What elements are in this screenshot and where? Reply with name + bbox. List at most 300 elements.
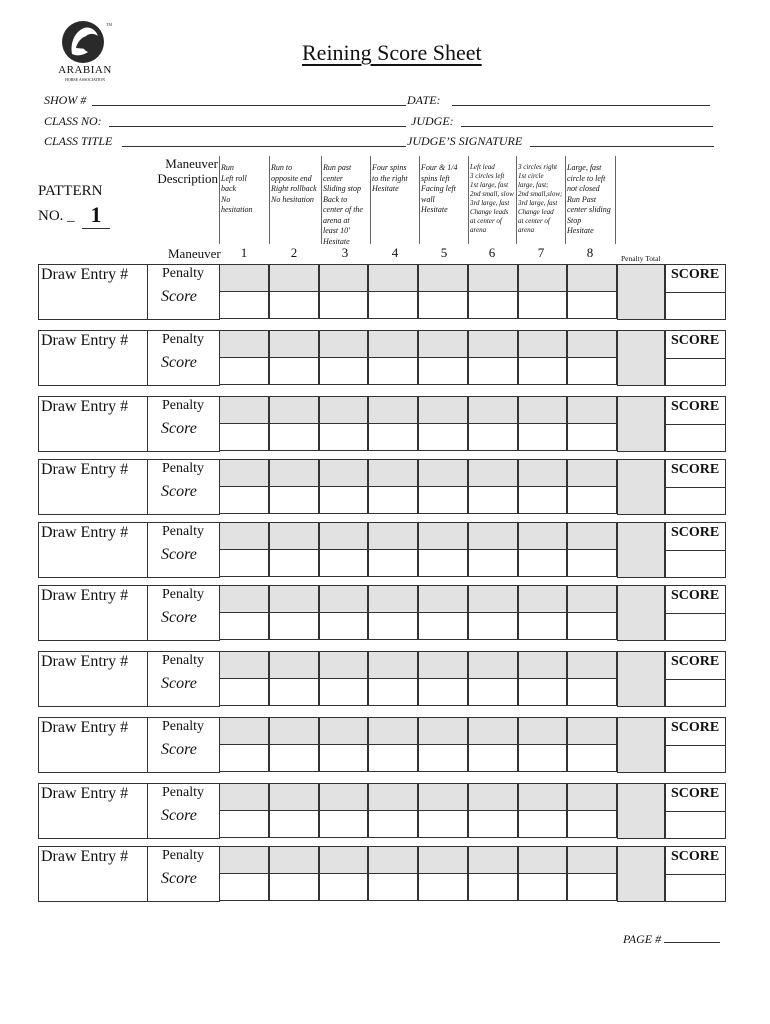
penalty-label: Penalty xyxy=(162,653,204,668)
penalty-total-cell[interactable] xyxy=(617,330,665,386)
penalty-cell[interactable] xyxy=(418,651,468,679)
penalty-cell[interactable] xyxy=(368,459,418,487)
draw-entry-box[interactable] xyxy=(38,783,148,839)
row-labels xyxy=(148,396,220,452)
score-cell[interactable] xyxy=(418,357,468,385)
score-cell[interactable] xyxy=(418,744,468,772)
score-cell[interactable] xyxy=(219,549,269,577)
score-total-label: SCORE xyxy=(671,720,720,735)
page-title: Reining Score Sheet xyxy=(302,40,482,65)
penalty-cell[interactable] xyxy=(518,330,568,358)
score-cell[interactable] xyxy=(368,678,418,706)
penalty-cell[interactable] xyxy=(468,585,518,613)
penalty-cell[interactable] xyxy=(219,522,269,550)
maneuver-grid xyxy=(220,459,618,515)
penalty-label: Penalty xyxy=(162,848,204,863)
penalty-cell[interactable] xyxy=(468,783,518,811)
score-cell[interactable] xyxy=(468,291,518,319)
score-cell[interactable] xyxy=(468,612,518,640)
penalty-cell[interactable] xyxy=(219,396,269,424)
logo-wordmark: ARABIAN xyxy=(58,64,112,76)
score-cell[interactable] xyxy=(269,357,319,385)
penalty-cell[interactable] xyxy=(219,846,269,874)
pattern-no-label: NO. _ xyxy=(38,208,75,224)
penalty-cell[interactable] xyxy=(468,651,518,679)
penalty-label: Penalty xyxy=(162,587,204,602)
maneuver-2-description: Run to opposite end Right rollback No hesitation xyxy=(271,163,317,204)
draw-entry-box[interactable] xyxy=(38,522,148,578)
penalty-cell[interactable] xyxy=(567,651,617,679)
score-cell[interactable] xyxy=(219,810,269,838)
svg-text:TM: TM xyxy=(106,22,112,27)
score-cell[interactable] xyxy=(418,810,468,838)
penalty-cell[interactable] xyxy=(368,651,418,679)
score-cell[interactable] xyxy=(319,549,369,577)
score-label: Score xyxy=(161,741,197,758)
penalty-cell[interactable] xyxy=(567,585,617,613)
entry-row xyxy=(38,264,726,320)
maneuver-number: 4 xyxy=(391,245,399,260)
score-cell[interactable] xyxy=(368,873,418,901)
draw-entry-box[interactable] xyxy=(38,717,148,773)
score-cell[interactable] xyxy=(219,678,269,706)
penalty-cell[interactable] xyxy=(368,330,418,358)
draw-label: Draw xyxy=(41,266,77,283)
total-score-box xyxy=(665,651,726,707)
total-score-cell[interactable] xyxy=(666,613,725,641)
entry-row xyxy=(38,651,726,707)
total-score-box xyxy=(665,717,726,773)
penalty-cell[interactable] xyxy=(567,522,617,550)
penalty-cell[interactable] xyxy=(368,783,418,811)
entry-row xyxy=(38,585,726,641)
score-cell[interactable] xyxy=(418,678,468,706)
penalty-cell[interactable] xyxy=(269,651,319,679)
score-cell[interactable] xyxy=(368,423,418,451)
total-score-box xyxy=(665,783,726,839)
penalty-cell[interactable] xyxy=(368,585,418,613)
maneuver-label: Maneuver xyxy=(168,246,221,261)
draw-entry-box[interactable] xyxy=(38,651,148,707)
score-cell[interactable] xyxy=(219,423,269,451)
entry-row xyxy=(38,717,726,773)
maneuver-grid xyxy=(220,396,618,452)
maneuver-description-label: Maneuver Description xyxy=(157,156,218,186)
penalty-cell[interactable] xyxy=(418,783,468,811)
penalty-label: Penalty xyxy=(162,332,204,347)
score-cell[interactable] xyxy=(269,291,319,319)
penalty-cell[interactable] xyxy=(219,264,269,292)
penalty-total-cell[interactable] xyxy=(617,717,665,773)
score-cell[interactable] xyxy=(319,357,369,385)
penalty-cell[interactable] xyxy=(219,651,269,679)
penalty-cell[interactable] xyxy=(219,717,269,745)
penalty-cell[interactable] xyxy=(319,396,369,424)
score-cell[interactable] xyxy=(418,873,468,901)
total-score-box xyxy=(665,585,726,641)
row-labels xyxy=(148,330,220,386)
total-score-cell[interactable] xyxy=(666,745,725,773)
score-label: Score xyxy=(161,870,197,887)
penalty-cell[interactable] xyxy=(468,264,518,292)
penalty-cell[interactable] xyxy=(518,459,568,487)
logo-subtitle: HORSE ASSOCIATION xyxy=(64,77,106,82)
maneuver-grid xyxy=(220,651,618,707)
penalty-cell[interactable] xyxy=(219,330,269,358)
pattern-label: PATTERN xyxy=(38,183,103,199)
score-cell[interactable] xyxy=(518,873,568,901)
draw-entry-box[interactable] xyxy=(38,396,148,452)
penalty-cell[interactable] xyxy=(518,651,568,679)
score-cell[interactable] xyxy=(518,423,568,451)
penalty-cell[interactable] xyxy=(418,522,468,550)
penalty-cell[interactable] xyxy=(518,585,568,613)
score-label: Score xyxy=(161,483,197,500)
penalty-label: Penalty xyxy=(162,461,204,476)
score-cell[interactable] xyxy=(368,549,418,577)
score-total-label: SCORE xyxy=(671,399,720,414)
score-cell[interactable] xyxy=(319,423,369,451)
column-divider xyxy=(219,156,220,244)
score-total-label: SCORE xyxy=(671,333,720,348)
judge-signature-label: JUDGE’S SIGNATURE xyxy=(407,134,523,148)
score-cell[interactable] xyxy=(368,486,418,514)
entry-row xyxy=(38,783,726,839)
score-cell[interactable] xyxy=(418,486,468,514)
draw-label: Draw xyxy=(41,461,77,478)
penalty-cell[interactable] xyxy=(319,717,369,745)
row-labels xyxy=(148,846,220,902)
penalty-cell[interactable] xyxy=(269,396,319,424)
maneuver-number: 3 xyxy=(341,245,349,260)
judge-field[interactable] xyxy=(461,126,713,127)
penalty-total-cell[interactable] xyxy=(617,846,665,902)
penalty-total-label: Penalty Total xyxy=(621,254,661,263)
draw-label: Draw xyxy=(41,332,77,349)
penalty-cell[interactable] xyxy=(319,585,369,613)
draw-entry-box[interactable] xyxy=(38,330,148,386)
score-cell[interactable] xyxy=(269,423,319,451)
score-cell[interactable] xyxy=(319,873,369,901)
penalty-cell[interactable] xyxy=(567,783,617,811)
score-cell[interactable] xyxy=(468,810,518,838)
penalty-label: Penalty xyxy=(162,524,204,539)
score-cell[interactable] xyxy=(567,873,617,901)
penalty-cell[interactable] xyxy=(418,396,468,424)
maneuver-number: 8 xyxy=(586,245,594,260)
column-divider xyxy=(468,156,469,244)
score-cell[interactable] xyxy=(368,357,418,385)
penalty-cell[interactable] xyxy=(269,846,319,874)
total-score-cell[interactable] xyxy=(666,358,725,386)
total-score-box xyxy=(665,522,726,578)
score-total-label: SCORE xyxy=(671,786,720,801)
penalty-cell[interactable] xyxy=(219,459,269,487)
entry-row xyxy=(38,522,726,578)
score-cell[interactable] xyxy=(219,612,269,640)
class-title-field[interactable] xyxy=(122,146,406,147)
score-cell[interactable] xyxy=(567,486,617,514)
score-label: Score xyxy=(161,546,197,563)
score-cell[interactable] xyxy=(567,291,617,319)
penalty-cell[interactable] xyxy=(368,396,418,424)
score-label: Score xyxy=(161,609,197,626)
score-cell[interactable] xyxy=(518,486,568,514)
penalty-cell[interactable] xyxy=(319,651,369,679)
penalty-total-cell[interactable] xyxy=(617,522,665,578)
score-cell[interactable] xyxy=(518,357,568,385)
score-cell[interactable] xyxy=(219,486,269,514)
penalty-cell[interactable] xyxy=(567,459,617,487)
score-label: Score xyxy=(161,288,197,305)
page-number-label: PAGE # xyxy=(623,932,720,947)
score-cell[interactable] xyxy=(219,873,269,901)
total-score-box xyxy=(665,330,726,386)
score-label: Score xyxy=(161,420,197,437)
score-cell[interactable] xyxy=(368,612,418,640)
draw-label: Draw xyxy=(41,524,77,541)
score-total-label: SCORE xyxy=(671,462,720,477)
score-cell[interactable] xyxy=(319,678,369,706)
row-labels xyxy=(148,585,220,641)
penalty-total-cell[interactable] xyxy=(617,651,665,707)
score-cell[interactable] xyxy=(269,873,319,901)
score-total-label: SCORE xyxy=(671,588,720,603)
penalty-cell[interactable] xyxy=(468,396,518,424)
score-cell[interactable] xyxy=(518,678,568,706)
total-score-cell[interactable] xyxy=(666,424,725,452)
entry-row xyxy=(38,330,726,386)
total-score-box xyxy=(665,396,726,452)
row-labels xyxy=(148,651,220,707)
penalty-cell[interactable] xyxy=(468,459,518,487)
score-cell[interactable] xyxy=(518,549,568,577)
maneuver-grid xyxy=(220,717,618,773)
penalty-cell[interactable] xyxy=(368,522,418,550)
entry-number-label: Entry # xyxy=(80,524,129,541)
draw-entry-box[interactable] xyxy=(38,264,148,320)
entry-row xyxy=(38,459,726,515)
penalty-label: Penalty xyxy=(162,785,204,800)
date-field[interactable] xyxy=(452,105,710,106)
penalty-cell[interactable] xyxy=(468,522,518,550)
total-score-cell[interactable] xyxy=(666,487,725,515)
penalty-cell[interactable] xyxy=(518,783,568,811)
penalty-cell[interactable] xyxy=(567,330,617,358)
score-cell[interactable] xyxy=(368,291,418,319)
draw-label: Draw xyxy=(41,719,77,736)
maneuver-grid xyxy=(220,585,618,641)
draw-label: Draw xyxy=(41,587,77,604)
score-total-label: SCORE xyxy=(671,267,720,282)
maneuver-5-description: Four & 1/4 spins left Facing left wall Hesitate xyxy=(421,163,458,214)
score-cell[interactable] xyxy=(418,549,468,577)
score-cell[interactable] xyxy=(319,612,369,640)
penalty-cell[interactable] xyxy=(418,330,468,358)
column-divider xyxy=(565,156,566,244)
maneuver-3-description: Run past center Sliding stop Back to center of the arena at least 10' Hesitate xyxy=(323,163,363,246)
penalty-total-cell[interactable] xyxy=(617,459,665,515)
row-labels xyxy=(148,783,220,839)
penalty-cell[interactable] xyxy=(518,846,568,874)
entry-number-label: Entry # xyxy=(80,587,129,604)
entry-row xyxy=(38,846,726,902)
total-score-box xyxy=(665,459,726,515)
score-cell[interactable] xyxy=(468,873,518,901)
class-no-field[interactable] xyxy=(109,126,406,127)
total-score-cell[interactable] xyxy=(666,811,725,839)
penalty-cell[interactable] xyxy=(518,522,568,550)
score-cell[interactable] xyxy=(319,744,369,772)
score-cell[interactable] xyxy=(518,744,568,772)
class-no-label: CLASS NO: xyxy=(44,114,102,128)
penalty-cell[interactable] xyxy=(269,717,319,745)
penalty-cell[interactable] xyxy=(468,330,518,358)
entry-number-label: Entry # xyxy=(80,719,129,736)
penalty-cell[interactable] xyxy=(418,585,468,613)
penalty-cell[interactable] xyxy=(518,717,568,745)
score-label: Score xyxy=(161,807,197,824)
maneuver-6-description: Left lead 3 circles left 1st large, fast 2nd small, slow 3rd large, fast Change leads at center of arena xyxy=(470,163,514,234)
score-cell[interactable] xyxy=(567,549,617,577)
score-cell[interactable] xyxy=(567,810,617,838)
entry-number-label: Entry # xyxy=(80,653,129,670)
score-cell[interactable] xyxy=(269,549,319,577)
penalty-cell[interactable] xyxy=(518,264,568,292)
score-cell[interactable] xyxy=(269,612,319,640)
penalty-cell[interactable] xyxy=(368,846,418,874)
penalty-cell[interactable] xyxy=(319,846,369,874)
score-cell[interactable] xyxy=(468,678,518,706)
score-cell[interactable] xyxy=(518,810,568,838)
maneuver-number: 1 xyxy=(240,245,248,260)
column-divider xyxy=(370,156,371,244)
score-cell[interactable] xyxy=(468,744,518,772)
score-cell[interactable] xyxy=(319,486,369,514)
score-cell[interactable] xyxy=(418,423,468,451)
score-cell[interactable] xyxy=(567,423,617,451)
judge-signature-field[interactable] xyxy=(530,146,714,147)
total-score-cell[interactable] xyxy=(666,874,725,902)
maneuver-1-description: Run Left roll back No hesitation xyxy=(221,163,253,214)
penalty-cell[interactable] xyxy=(269,783,319,811)
score-total-label: SCORE xyxy=(671,654,720,669)
score-cell[interactable] xyxy=(468,357,518,385)
penalty-cell[interactable] xyxy=(468,717,518,745)
penalty-cell[interactable] xyxy=(269,264,319,292)
draw-entry-box[interactable] xyxy=(38,585,148,641)
score-cell[interactable] xyxy=(468,549,518,577)
penalty-cell[interactable] xyxy=(269,585,319,613)
score-cell[interactable] xyxy=(418,291,468,319)
class-title-label: CLASS TITLE xyxy=(44,134,113,148)
score-cell[interactable] xyxy=(269,810,319,838)
score-cell[interactable] xyxy=(368,744,418,772)
penalty-cell[interactable] xyxy=(269,330,319,358)
score-cell[interactable] xyxy=(418,612,468,640)
score-cell[interactable] xyxy=(518,291,568,319)
total-score-cell[interactable] xyxy=(666,292,725,320)
score-cell[interactable] xyxy=(567,678,617,706)
penalty-cell[interactable] xyxy=(518,396,568,424)
total-score-box xyxy=(665,846,726,902)
score-cell[interactable] xyxy=(219,357,269,385)
score-cell[interactable] xyxy=(319,291,369,319)
row-labels xyxy=(148,459,220,515)
entry-number-label: Entry # xyxy=(80,332,129,349)
maneuver-number: 2 xyxy=(290,245,298,260)
penalty-cell[interactable] xyxy=(319,783,369,811)
score-cell[interactable] xyxy=(468,423,518,451)
penalty-cell[interactable] xyxy=(567,717,617,745)
score-cell[interactable] xyxy=(269,744,319,772)
show-field[interactable] xyxy=(92,105,406,106)
penalty-cell[interactable] xyxy=(219,783,269,811)
page-number-field[interactable] xyxy=(664,932,720,943)
penalty-cell[interactable] xyxy=(319,522,369,550)
penalty-cell[interactable] xyxy=(567,846,617,874)
penalty-cell[interactable] xyxy=(368,717,418,745)
score-cell[interactable] xyxy=(319,810,369,838)
penalty-cell[interactable] xyxy=(567,264,617,292)
penalty-cell[interactable] xyxy=(468,846,518,874)
maneuver-number: 7 xyxy=(537,245,545,260)
row-labels xyxy=(148,264,220,320)
penalty-total-cell[interactable] xyxy=(617,585,665,641)
score-cell[interactable] xyxy=(567,357,617,385)
column-divider xyxy=(321,156,322,244)
penalty-cell[interactable] xyxy=(368,264,418,292)
score-cell[interactable] xyxy=(518,612,568,640)
draw-entry-box[interactable] xyxy=(38,846,148,902)
penalty-cell[interactable] xyxy=(219,585,269,613)
maneuver-grid xyxy=(220,330,618,386)
penalty-cell[interactable] xyxy=(418,459,468,487)
column-divider xyxy=(269,156,270,244)
score-cell[interactable] xyxy=(269,486,319,514)
score-cell[interactable] xyxy=(269,678,319,706)
score-cell[interactable] xyxy=(468,486,518,514)
penalty-total-cell[interactable] xyxy=(617,264,665,320)
total-score-cell[interactable] xyxy=(666,550,725,578)
score-cell[interactable] xyxy=(219,291,269,319)
total-score-cell[interactable] xyxy=(666,679,725,707)
penalty-cell[interactable] xyxy=(567,396,617,424)
score-cell[interactable] xyxy=(567,744,617,772)
penalty-cell[interactable] xyxy=(319,330,369,358)
penalty-cell[interactable] xyxy=(269,459,319,487)
penalty-cell[interactable] xyxy=(269,522,319,550)
entry-number-label: Entry # xyxy=(80,398,129,415)
penalty-cell[interactable] xyxy=(418,717,468,745)
draw-entry-box[interactable] xyxy=(38,459,148,515)
score-cell[interactable] xyxy=(368,810,418,838)
penalty-cell[interactable] xyxy=(319,459,369,487)
penalty-cell[interactable] xyxy=(418,846,468,874)
penalty-total-cell[interactable] xyxy=(617,783,665,839)
penalty-cell[interactable] xyxy=(319,264,369,292)
draw-label: Draw xyxy=(41,653,77,670)
score-cell[interactable] xyxy=(567,612,617,640)
pattern-number[interactable]: 1 xyxy=(82,202,110,229)
penalty-total-cell[interactable] xyxy=(617,396,665,452)
judge-label: JUDGE: xyxy=(411,114,454,128)
score-cell[interactable] xyxy=(219,744,269,772)
penalty-cell[interactable] xyxy=(418,264,468,292)
row-labels xyxy=(148,522,220,578)
penalty-label: Penalty xyxy=(162,719,204,734)
maneuver-number: 5 xyxy=(440,245,448,260)
